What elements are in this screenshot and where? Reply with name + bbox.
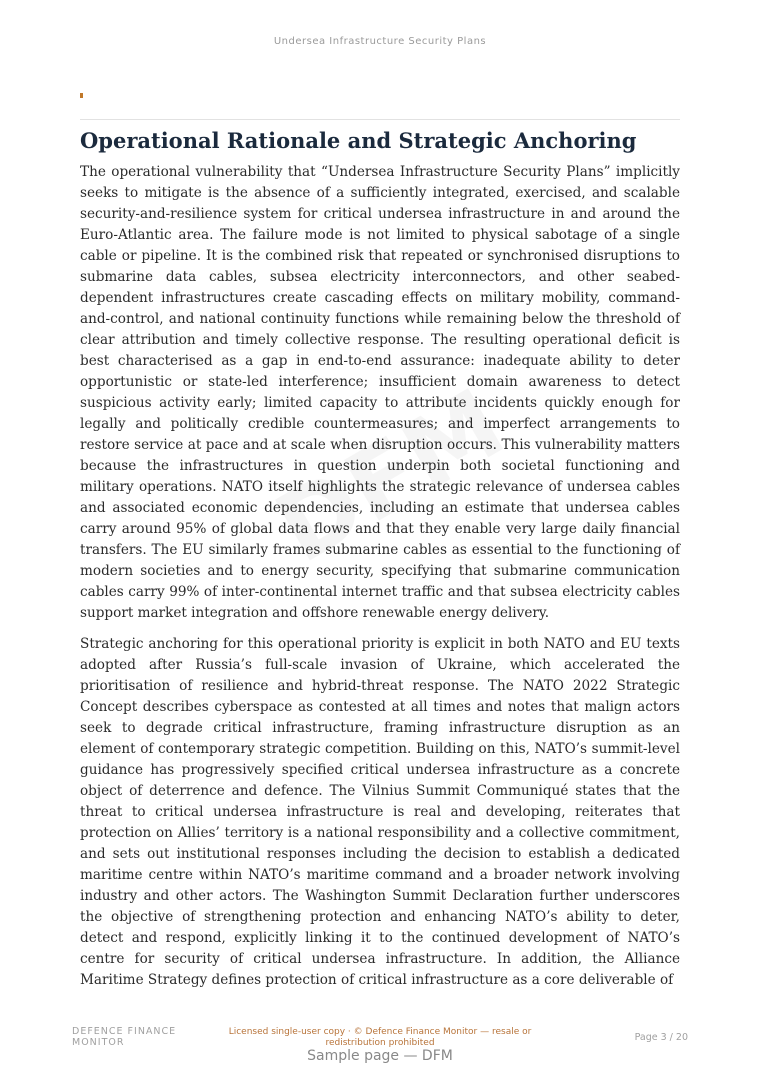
running-header: Undersea Infrastructure Security Plans [273,36,487,47]
header-divider [80,119,680,120]
footer-publisher: DEFENCE FINANCE MONITOR [72,1026,177,1048]
body-paragraph-1: The operational vulnerability that “Undersea Infrastructure Security Plans” implicitly seeks to mitigate is the absence of a sufficiently integrated, exercised, and scalable security-and-resilience system for critical undersea infrastructure in and around the Euro-Atlantic area. The failure mode is not limited to physical sabotage of a single cable or pipeline. It is the combined risk that repeated or synchronised disruptions to submarine data cables, subsea electricity interconnectors, and other seabed-dependent infrastructures create cascading effects on military mobility, command-and-control, and national continuity functions while remaining below the threshold of clear attribution and timely collective response. The resulting operational deficit is best characterised as a gap in end-to-end assurance: inadequate ability to deter opportunistic or state-led interference; insufficient domain awareness to detect suspicious activity early; limited capacity to attribute incidents quickly enough for legally and politically credible countermeasures; and imperfect arrangements to restore service at pace and at scale when disruption occurs. This vulnerability matters because the infrastructures in question underpin both societal functioning and military operations. NATO itself highlights the strategic relevance of undersea cables and associated economic dependencies, including an estimate that undersea cables carry around 95% of global data flows and that they enable very large daily financial transfers. The EU similarly frames submarine cables as essential to the functioning of modern societies and to energy security, specifying that submarine communication cables carry 99% of inter-continental internet traffic and that subsea electricity cables support market integration and offshore renewable energy delivery. [80,164,680,621]
footer-license-notice: Licensed single-user copy · © Defence Finance Monitor — resale or redistribution prohibited [228,1027,532,1048]
footer-page-number: Page 3 / 20 [634,1032,688,1043]
sample-page-label: Sample page — DFM [307,1048,453,1064]
page-content [80,126,680,1001]
accent-mark [80,93,83,98]
section-title: Operational Rationale and Strategic Anchoring [80,128,637,153]
body-paragraph-2: Strategic anchoring for this operational priority is explicit in both NATO and EU texts adopted after Russia’s full-scale invasion of Ukraine, which accelerated the prioritisation of resilience and hybrid-threat response. The NATO 2022 Strategic Concept describes cyberspace as contested at all times and notes that malign actors seek to degrade critical infrastructure, framing infrastructure disruption as an element of contemporary strategic competition. Building on this, NATO’s summit-level guidance has progressively specified critical undersea infrastructure as a concrete object of deterrence and defence. The Vilnius Summit Communiqué states that the threat to critical undersea infrastructure is real and developing, reiterates that protection on Allies’ territory is a national responsibility and a collective commitment, and sets out institutional responses including the decision to establish a dedicated maritime centre within NATO’s maritime command and a broader network involving industry and other actors. The Washington Summit Declaration further underscores the objective of strengthening protection and enhancing NATO’s ability to deter, detect and respond, explicitly linking it to the continued development of NATO’s centre for security of critical undersea infrastructure. In addition, the Alliance Maritime Strategy defines protection of critical infrastructure as a core deliverable of [80,636,680,988]
